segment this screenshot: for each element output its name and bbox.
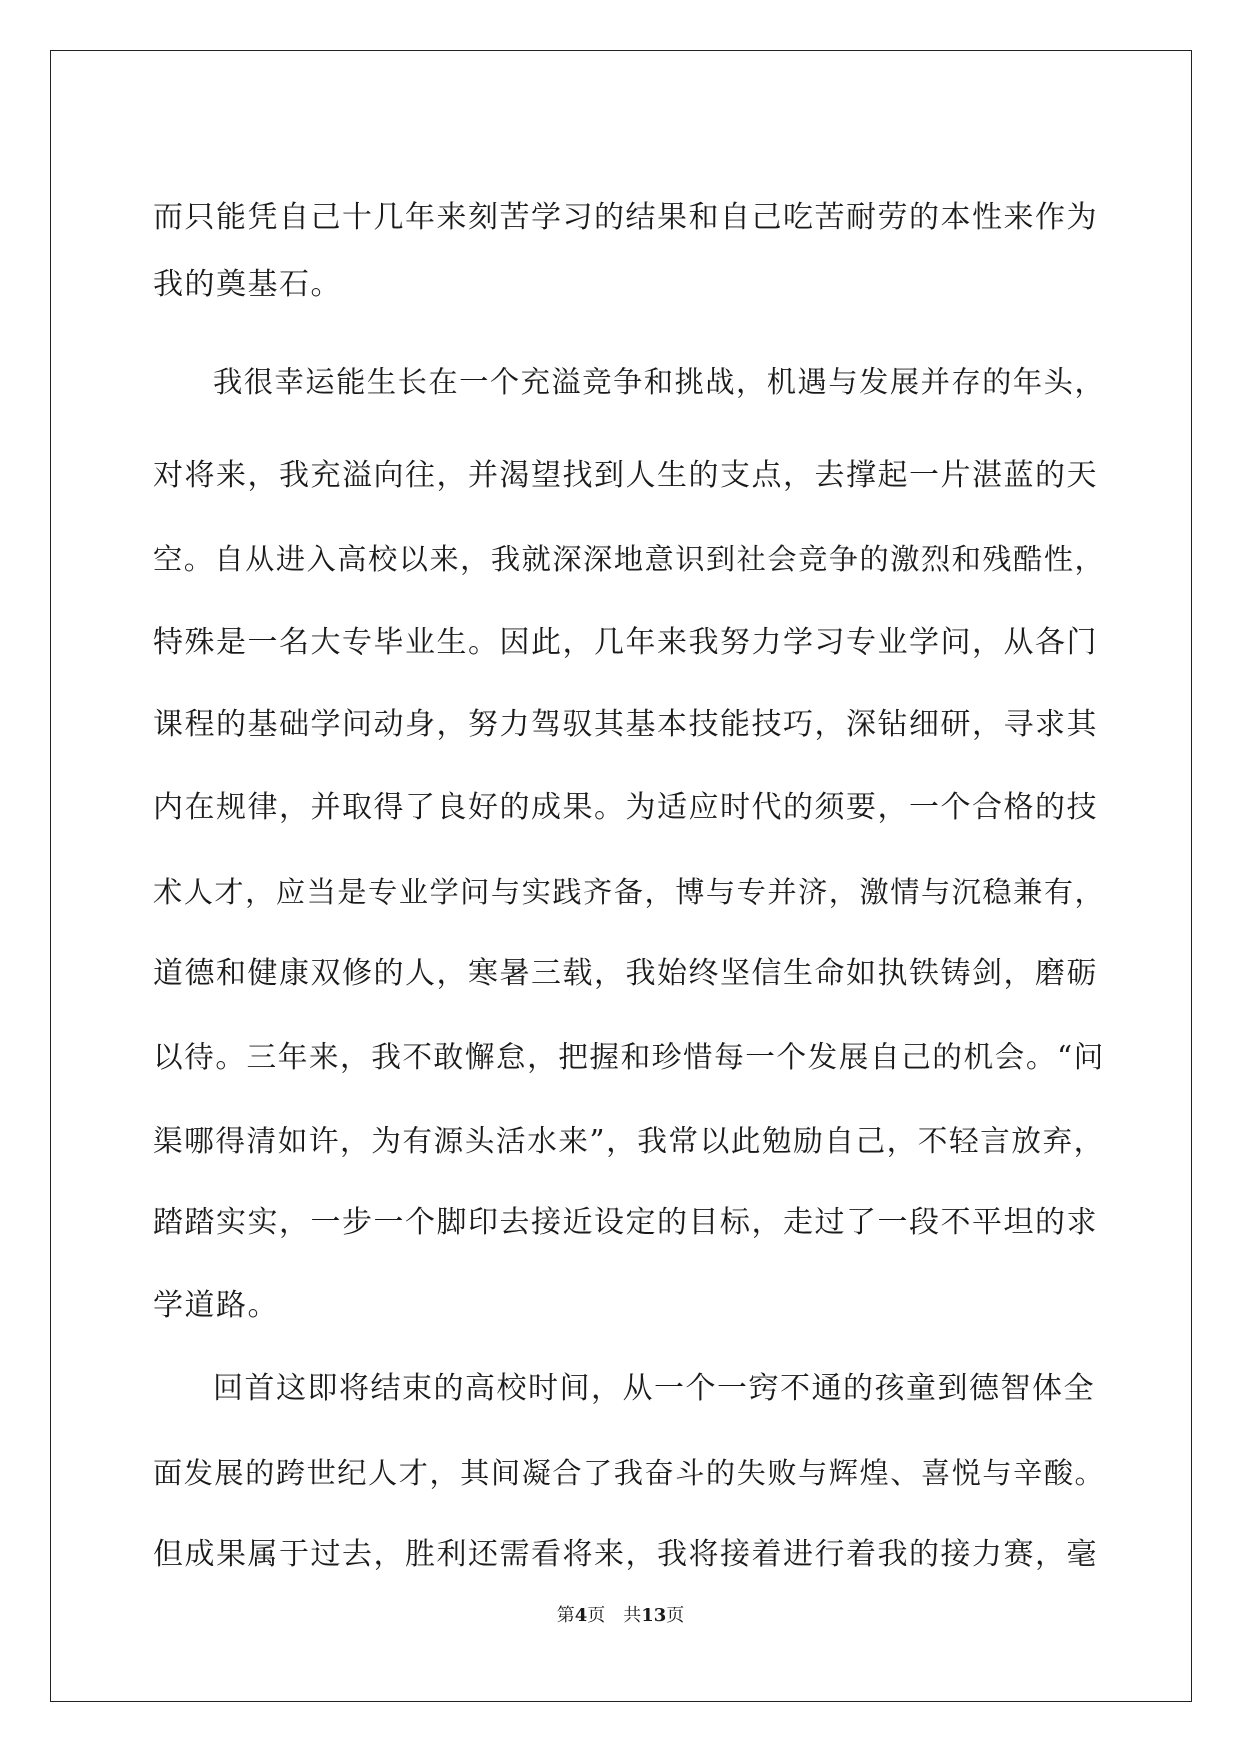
text-line: 课程的基础学问动身，努力驾驭其基本技能技巧，深钻细研，寻求其 [153,707,1098,742]
text-line: 学道路。 [153,1288,279,1323]
text-line: 特殊是一名大专毕业生。因此，几年来我努力学习专业学问，从各门 [153,625,1098,660]
page-footer [0,1604,1241,1628]
text-line: 而只能凭自己十几年来刻苦学习的结果和自己吃苦耐劳的本性来作为 [153,200,1098,235]
paragraph-first-line: 回首这即将结束的高校时间，从一个一窍不通的孩童到德智体全 [213,1371,1095,1406]
total-prefix: 共 [623,1605,642,1626]
text-line: 内在规律，并取得了良好的成果。为适应时代的须要，一个合格的技 [153,790,1098,825]
total-suffix: 页 [666,1605,685,1626]
text-line: 空。自从进入高校以来，我就深深地意识到社会竞争的激烈和残酷性， [153,542,1106,576]
text-line: 我的奠基石。 [153,267,342,302]
text-line: 道德和健康双修的人，寒暑三载，我始终坚信生命如执铁铸剑，磨砺 [153,956,1098,991]
text-line: 踏踏实实，一步一个脚印去接近设定的目标，走过了一段不平坦的求 [153,1205,1098,1240]
page-number: 4 [574,1605,588,1626]
total-pages: 13 [641,1605,667,1626]
text-line: 渠哪得清如许，为有源头活水来”，我常以此勉励自己，不轻言放弃， [153,1123,1105,1158]
text-line: 但成果属于过去，胜利还需看将来，我将接着进行着我的接力赛，毫 [153,1537,1098,1572]
text-line: 面发展的跨世纪人才，其间凝合了我奋斗的失败与辉煌、喜悦与辛酸。 [153,1456,1106,1490]
page-suffix: 页 [587,1605,606,1626]
text-line: 术人才，应当是专业学问与实践齐备，博与专并济，激情与沉稳兼有， [153,875,1106,909]
text-line: 以待。三年来，我不敢懈怠，把握和珍惜每一个发展自己的机会。“问 [153,1039,1105,1074]
text-line: 对将来，我充溢向往，并渴望找到人生的支点，去撑起一片湛蓝的天 [153,458,1098,493]
paragraph-first-line: 我很幸运能生长在一个充溢竞争和挑战，机遇与发展并存的年头， [213,365,1106,399]
page-prefix: 第 [556,1605,575,1626]
